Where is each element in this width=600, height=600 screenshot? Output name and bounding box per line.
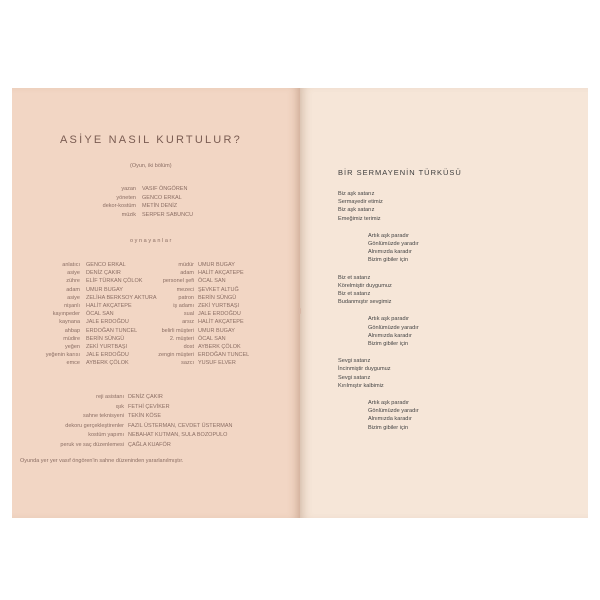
cast-role: zengin müşteri [158,352,194,359]
cast-actor: YUSUF ELVER [198,360,236,367]
cast-actor: DENİZ ÇAKIR [86,270,121,277]
cast-actor: ZEKİ YURTBAŞI [198,303,240,309]
cast-role: asiye [67,270,80,277]
poem-line: Bizim gibiler için [368,257,409,264]
cast-actor: JALE ERDOĞDU [86,319,129,326]
credit-role: dekor-kostüm [102,203,136,209]
poem-line: Artık aşk paradır [368,316,410,323]
cast-actor: ZELİHA BERKSOY AKTURA [86,294,157,301]
cast-actor: BERİN SÜNGÜ [86,335,125,342]
tech-name: DENİZ ÇAKIR [128,394,163,400]
cast-row [12,311,300,319]
poem-stanza [338,357,391,390]
poem-line: Gönlümüzde yaradır [368,324,419,331]
cast-role: anlatıcı [62,262,80,268]
tech-row [12,413,300,421]
cast-role: personel şefi [162,278,194,285]
footnote: Oyunda yer yer vasıf öngören'in sahne düzeninden yararlanılmıştır. [20,458,184,464]
cast-role: adam [66,286,80,293]
poem-line: Sevgi satarız [338,358,371,365]
tech-row [12,423,300,431]
cast-actor: UMUR BUGAY [198,327,235,334]
poem-line: Alnımızda karadır [368,416,412,423]
cast-role: müdire [63,335,80,342]
cast-role: adam [180,270,194,277]
credit-row [12,203,300,211]
cast-actor: AYBERK ÇÖLOK [198,344,241,350]
cast-actor: HALİT AKÇATEPE [86,303,132,309]
cast-actor: GENCO ERKAL [86,262,126,268]
cast-actor: HALİT AKÇATEPE [198,270,244,277]
poem-line: Budanmıştır sevgimiz [338,299,392,306]
cast-actor: ÖCAL SAN [86,311,114,318]
poem-stanza [338,274,392,307]
poem-line: Körelmiştir duygumuz [338,282,392,289]
poem-line: Biz et satarız [338,290,371,297]
cast-actor: UMUR BUGAY [198,262,235,268]
poem-line: Alnımızda karadır [368,249,412,256]
credit-role: yöneten [116,194,136,201]
cast-row [12,287,300,295]
credit-name: METİN DENİZ [142,203,178,209]
cast-role: iş adamı [173,303,194,309]
tech-name: FAZIL ÜSTERMAN, CEVDET ÜSTERMAN [128,422,233,429]
tech-role: dekoru gerçekleştirenler [65,422,124,429]
cast-actor: ÖCAL SAN [198,335,226,342]
cast-row [12,319,300,327]
credit-row [12,195,300,203]
poem-stanza [368,232,419,265]
cast-role: ahbap [64,327,80,334]
tech-role: ışık [115,403,124,410]
left-page [12,88,300,518]
tech-name: FETHİ ÇEVİKER [128,403,170,410]
cast-role: müdür [178,262,194,268]
tech-row [12,432,300,440]
tech-name: TEKİN KÖSE [128,413,162,419]
cast-actor: ŞEVKET ALTUĞ [198,286,239,293]
cast-actor: ÖCAL SAN [198,278,226,285]
poem-line: Sevgi satarız [338,374,371,381]
cast-actor: BERİN SÜNGÜ [198,294,237,301]
cast-row [12,336,300,344]
poem-line: Emeğimiz terimiz [338,215,381,222]
cast-actor: AYBERK ÇÖLOK [86,360,129,367]
cast-actor: JALE ERDOĞDU [86,352,129,359]
cast-role: nişanlı [64,303,80,309]
tech-role: kostüm yapımı [88,432,124,438]
cast-role: sazcı [181,360,194,367]
poem-line: Biz aşk satarız [338,191,375,197]
poem-line: Bizim gibiler için [368,424,409,431]
open-book [12,88,588,518]
poem-stanza [368,315,419,348]
poem-line: Sermayedir etimiz [338,199,383,206]
cast-header: oynayanlar [130,238,173,244]
cast-role: dost [183,344,194,350]
credit-name: VASIF ÖNGÖREN [142,186,188,192]
cast-role: 2. müşteri [169,335,194,342]
tech-name: NEBAHAT KUTMAN, SULA BOZOPULO [128,432,228,438]
credit-row [12,212,300,220]
credit-name: SERPER SABUNCU [142,211,194,218]
cast-role: yeğenin karısı [45,352,80,359]
cast-row [12,360,300,368]
poem-line: İncinmiştir duygumuz [338,366,391,373]
cast-row [12,328,300,336]
poem-stanza [338,190,383,223]
credit-role: müzik [121,211,136,218]
poem-line: Bizim gibiler için [368,340,409,347]
cast-role: patron [178,294,194,301]
poem-line: Alnımızda karadır [368,332,412,339]
cast-row [12,278,300,286]
cast-role: kaynana [59,319,80,326]
cast-actor: UMUR BUGAY [86,286,123,293]
cast-role: yeğen [65,344,80,350]
poem-line: Kırılmıştır kalbimiz [338,382,384,389]
cast-actor: JALE ERDOĞDU [198,311,241,318]
poem-title: BİR SERMAYENİN TÜRKÜSÜ [338,168,462,177]
tech-role: peruk ve saç düzenlemesi [60,441,124,448]
cast-actor: HALİT AKÇATEPE [198,319,244,326]
tech-row [12,394,300,402]
credit-row [12,186,300,194]
cast-row [12,295,300,303]
poem-line: Biz aşk satarız [338,207,375,214]
cast-role: arsız [182,319,194,326]
poem-line: Artık aşk paradır [368,400,410,406]
binding-staple [298,308,301,314]
poem-line: Gönlümüzde yaradır [368,408,419,415]
cast-role: belirli müşteri [161,327,194,334]
cast-actor: ZEKİ YURTBAŞI [86,344,128,350]
cast-row [12,270,300,278]
credit-role: yazan [121,186,136,192]
cast-actor: ERDOĞAN TUNCEL [86,327,138,334]
cast-role: sual [183,311,194,318]
poem-line: Biz et satarız [338,274,371,281]
poem-stanza [368,399,419,432]
credit-name: GENCO ERKAL [142,194,182,201]
cast-role: kayınpeder [52,311,80,318]
cast-row [12,344,300,352]
play-subtitle: (Oyun, iki bölüm) [130,163,172,169]
cast-row [12,262,300,270]
cast-role: emce [66,360,80,367]
cast-role: asiye [67,294,80,301]
cast-row [12,352,300,360]
tech-name: ÇAĞLA KUAFÖR [128,441,171,448]
tech-role: reji asistanı [96,394,124,400]
right-page [300,88,588,518]
cast-row [12,303,300,311]
cast-actor: ELİF TÜRKAN ÇÖLOK [86,278,143,285]
cast-role: zühre [66,278,80,285]
tech-role: sahne teknisyeni [83,413,124,419]
poem-line: Artık aşk paradır [368,232,410,239]
cast-actor: ERDOĞAN TUNCEL [198,352,250,359]
tech-row [12,404,300,412]
play-title: ASİYE NASIL KURTULUR? [60,134,242,146]
cast-role: mezeci [176,286,194,293]
poem-line: Gönlümüzde yaradır [368,240,419,247]
tech-row [12,442,300,450]
